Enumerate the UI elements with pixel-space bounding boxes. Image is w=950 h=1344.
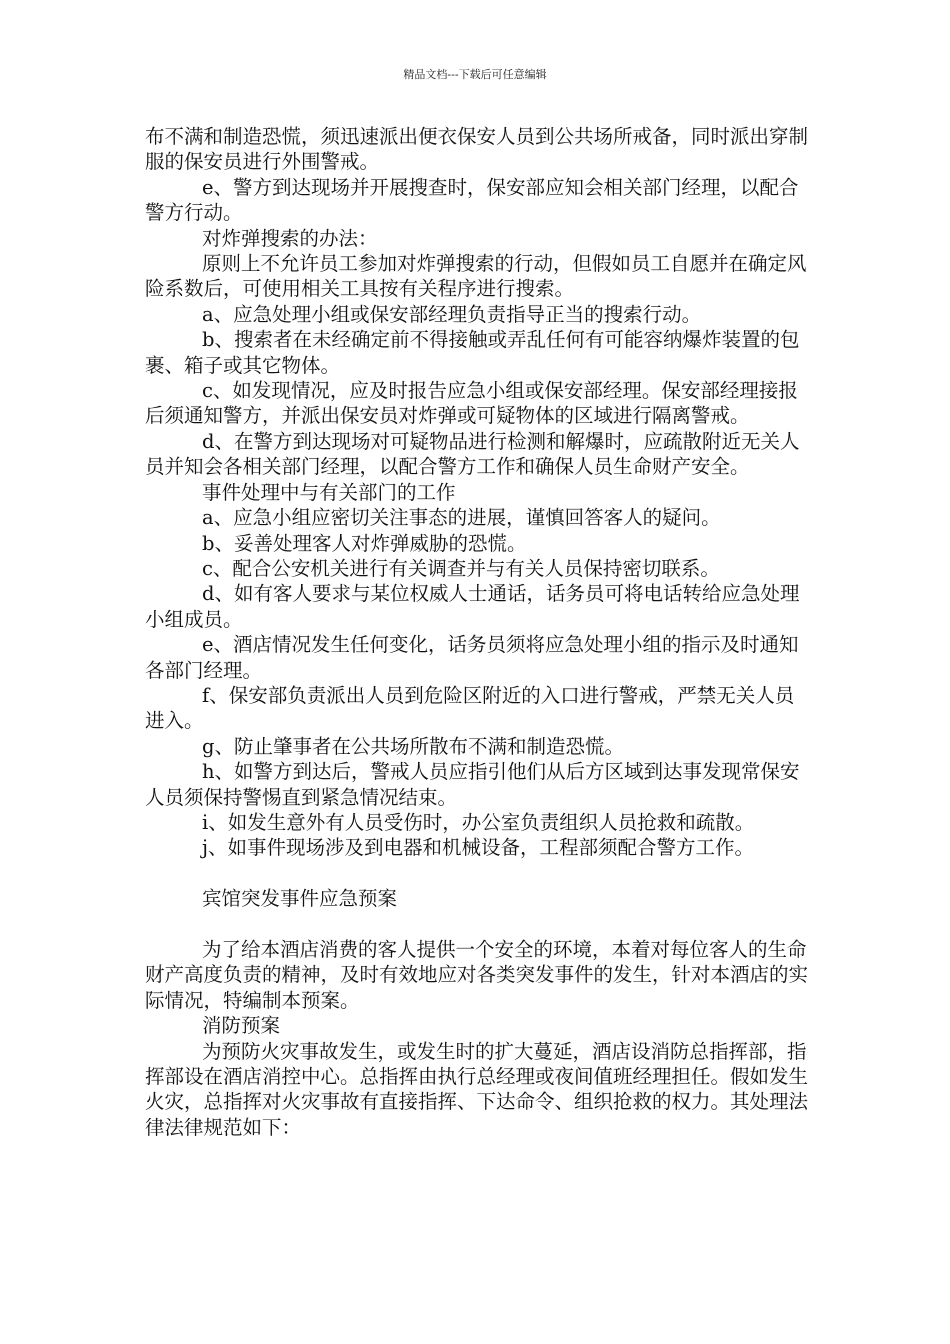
paragraph: c、配合公安机关进行有关调查并与有关人员保持密切联系。 <box>202 556 720 580</box>
document-body <box>145 124 810 1140</box>
paragraph: 消防预案 <box>202 1014 281 1038</box>
paragraph: h、如警方到达后，警戒人员应指引他们从后方区域到达事发现常保安人员须保持警惕直到紧急情况结束。 <box>145 760 800 809</box>
paragraph: i、如发生意外有人员受伤时，办公室负责组织人员抢救和疏散。 <box>202 810 755 834</box>
paragraph: c、如发现情况，应及时报告应急小组或保安部经理。保安部经理接报后须通知警方，并派出保安员对炸弹或可疑物体的区域进行隔离警戒。 <box>145 379 798 428</box>
paragraph: 为了给本酒店消费的客人提供一个安全的环境，本着对每位客人的生命财产高度负责的精神，及时有效地应对各类突发事件的发生，针对本酒店的实际情况，特编制本预案。 <box>145 937 809 1012</box>
paragraph: b、搜索者在未经确定前不得接触或弄乱任何有可能容纳爆炸装置的包裹、箱子或其它物体。 <box>145 328 800 377</box>
paragraph: g、防止肇事者在公共场所散布不满和制造恐慌。 <box>202 734 624 758</box>
paragraph: j、如事件现场涉及到电器和机械设备，工程部须配合警方工作。 <box>202 836 755 860</box>
paragraph: 宾馆突发事件应急预案 <box>202 887 398 911</box>
page-header: 精品文档---下载后可任意编辑 <box>403 68 547 81</box>
paragraph: 布不满和制造恐慌，须迅速派出便衣保安人员到公共场所戒备，同时派出穿制服的保安员进行外围警戒。 <box>145 125 809 174</box>
paragraph: d、在警方到达现场对可疑物品进行检测和解爆时，应疏散附近无关人员并知会各相关部门经理，以配合警方工作和确保人员生命财产安全。 <box>145 429 800 479</box>
paragraph-gap <box>145 861 810 886</box>
paragraph-gap <box>145 912 810 937</box>
paragraph: a、应急小组应密切关注事态的进展，谨慎回答客人的疑问。 <box>202 506 721 530</box>
paragraph: d、如有客人要求与某位权威人士通话，话务员可将电话转给应急处理小组成员。 <box>145 582 800 631</box>
paragraph: e、警方到达现场并开展搜查时，保安部应知会相关部门经理，以配合警方行动。 <box>145 175 799 225</box>
paragraph: 事件处理中与有关部门的工作 <box>202 480 456 504</box>
paragraph: e、酒店情况发生任何变化，话务员须将应急处理小组的指示及时通知各部门经理。 <box>145 633 799 682</box>
paragraph: f、保安部负责派出人员到危险区附近的入口进行警戒，严禁无关人员进入。 <box>145 683 795 733</box>
paragraph: 原则上不允许员工参加对炸弹搜索的行动，但假如员工自愿并在确定风险系数后，可使用相关工具按有关程序进行搜索。 <box>145 252 807 301</box>
paragraph: 为预防火灾事故发生，或发生时的扩大蔓延，酒店设消防总指挥部，指挥部设在酒店消控中心。总指挥由执行总经理或夜间值班经理担任。假如发生火灾，总指挥对火灾事故有直接指挥、下达命令、组织抢救的权力。其处理法律法律规范如下： <box>145 1039 809 1139</box>
paragraph: b、妥善处理客人对炸弹威胁的恐慌。 <box>202 531 527 555</box>
paragraph: a、应急处理小组或保安部经理负责指导正当的搜索行动。 <box>202 302 702 326</box>
paragraph: 对炸弹搜索的办法： <box>202 226 378 250</box>
